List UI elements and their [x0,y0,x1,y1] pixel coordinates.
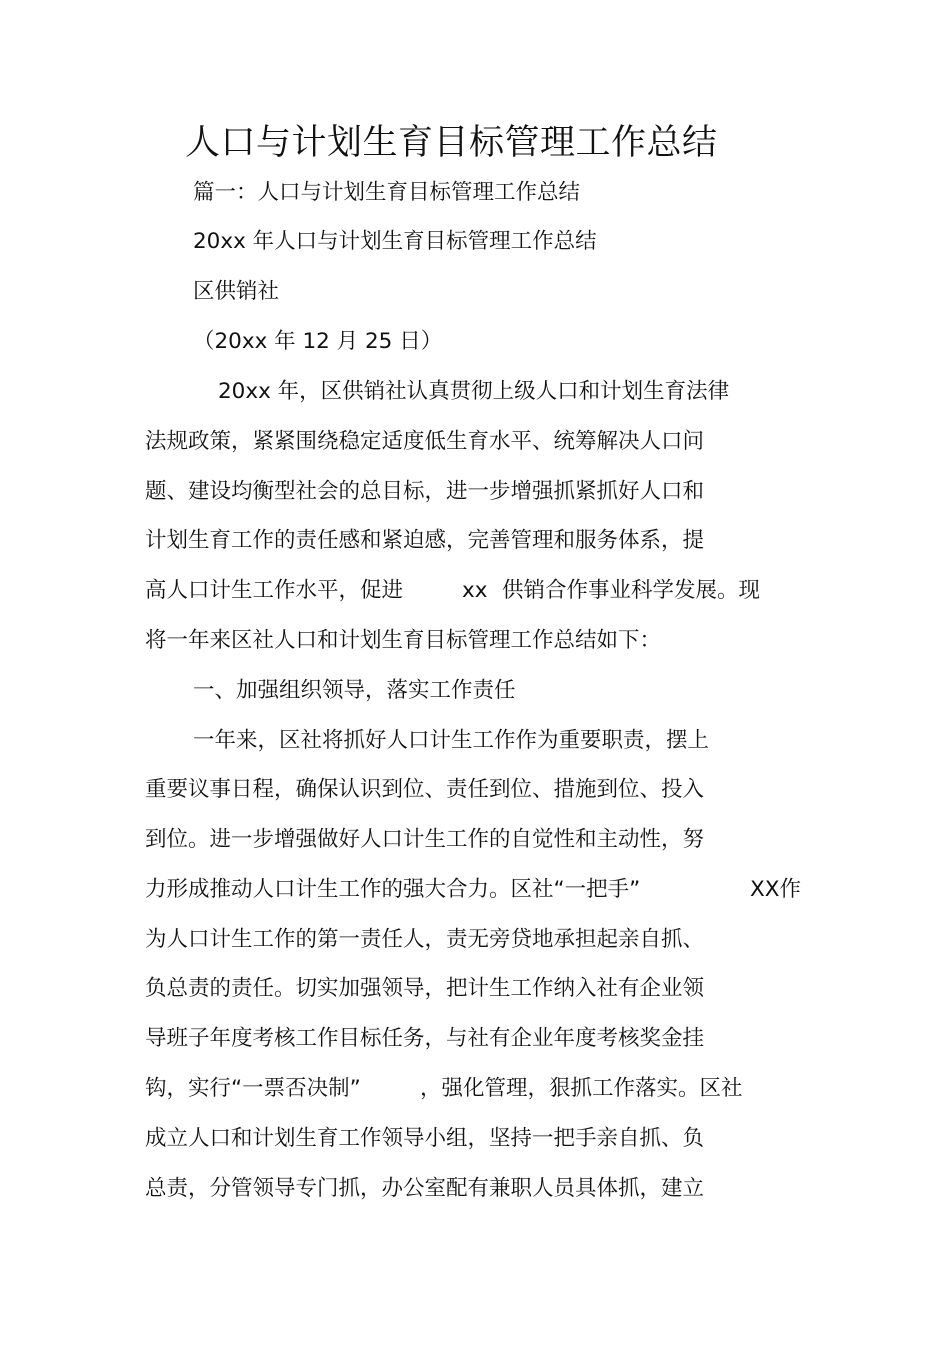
paragraph-line: 计划生育工作的责任感和紧迫感，完善管理和服务体系，提 [145,528,705,553]
report-date: （20xx 年 12 月 25 日） [193,329,443,354]
paragraph-line: 一年来，区社将抓好人口计生工作作为重要职责，摆上 [193,728,710,753]
paragraph-line: 题、建设均衡型社会的总目标，进一步增强抓紧抓好人口和 [145,479,705,504]
paragraph-line: 将一年来区社人口和计划生育目标管理工作总结如下： [145,628,662,653]
paragraph-line: 总责，分管领导专门抓，办公室配有兼职人员具体抓，建立 [145,1176,705,1201]
document-title: 人口与计划生育目标管理工作总结 [185,123,718,163]
paragraph-line: 为人口计生工作的第一责任人，责无旁贷地承担起亲自抓、 [145,927,705,952]
paragraph-line: 法规政策，紧紧围绕稳定适度低生育水平、统筹解决人口问 [145,429,705,454]
paragraph-line: 到位。进一步增强做好人口计生工作的自觉性和主动性，努 [145,827,705,852]
paragraph-line: 导班子年度考核工作目标任务，与社有企业年度考核奖金挂 [145,1026,705,1051]
paragraph-line-part: 高人口计生工作水平，促进 [145,578,404,603]
paragraph-line: 重要议事日程，确保认识到位、责任到位、措施到位、投入 [145,777,705,802]
paragraph-line-part: XX作 [750,877,801,902]
paragraph-line-part: xx [462,578,488,603]
paragraph-line: 负总责的责任。切实加强领导，把计生工作纳入社有企业领 [145,976,705,1001]
paragraph-line-part: 供销合作事业科学发展。现 [502,578,761,603]
chapter-heading: 篇一：人口与计划生育目标管理工作总结 [193,180,581,205]
section-heading: 一、加强组织领导，落实工作责任 [193,678,516,703]
organization-name: 区供销社 [193,279,280,304]
report-subtitle: 20xx 年人口与计划生育目标管理工作总结 [193,229,597,254]
paragraph-line-part: 钩，实行“一票否决制” [145,1076,361,1101]
paragraph-line: 成立人口和计划生育工作领导小组，坚持一把手亲自抓、负 [145,1126,705,1151]
paragraph-line: 20xx 年，区供销社认真贯彻上级人口和计划生育法律 [218,379,730,404]
paragraph-line-part: 力形成推动人口计生工作的强大合力。区社“一把手” [145,877,641,902]
paragraph-line-part: ，强化管理，狠抓工作落实。区社 [420,1076,743,1101]
